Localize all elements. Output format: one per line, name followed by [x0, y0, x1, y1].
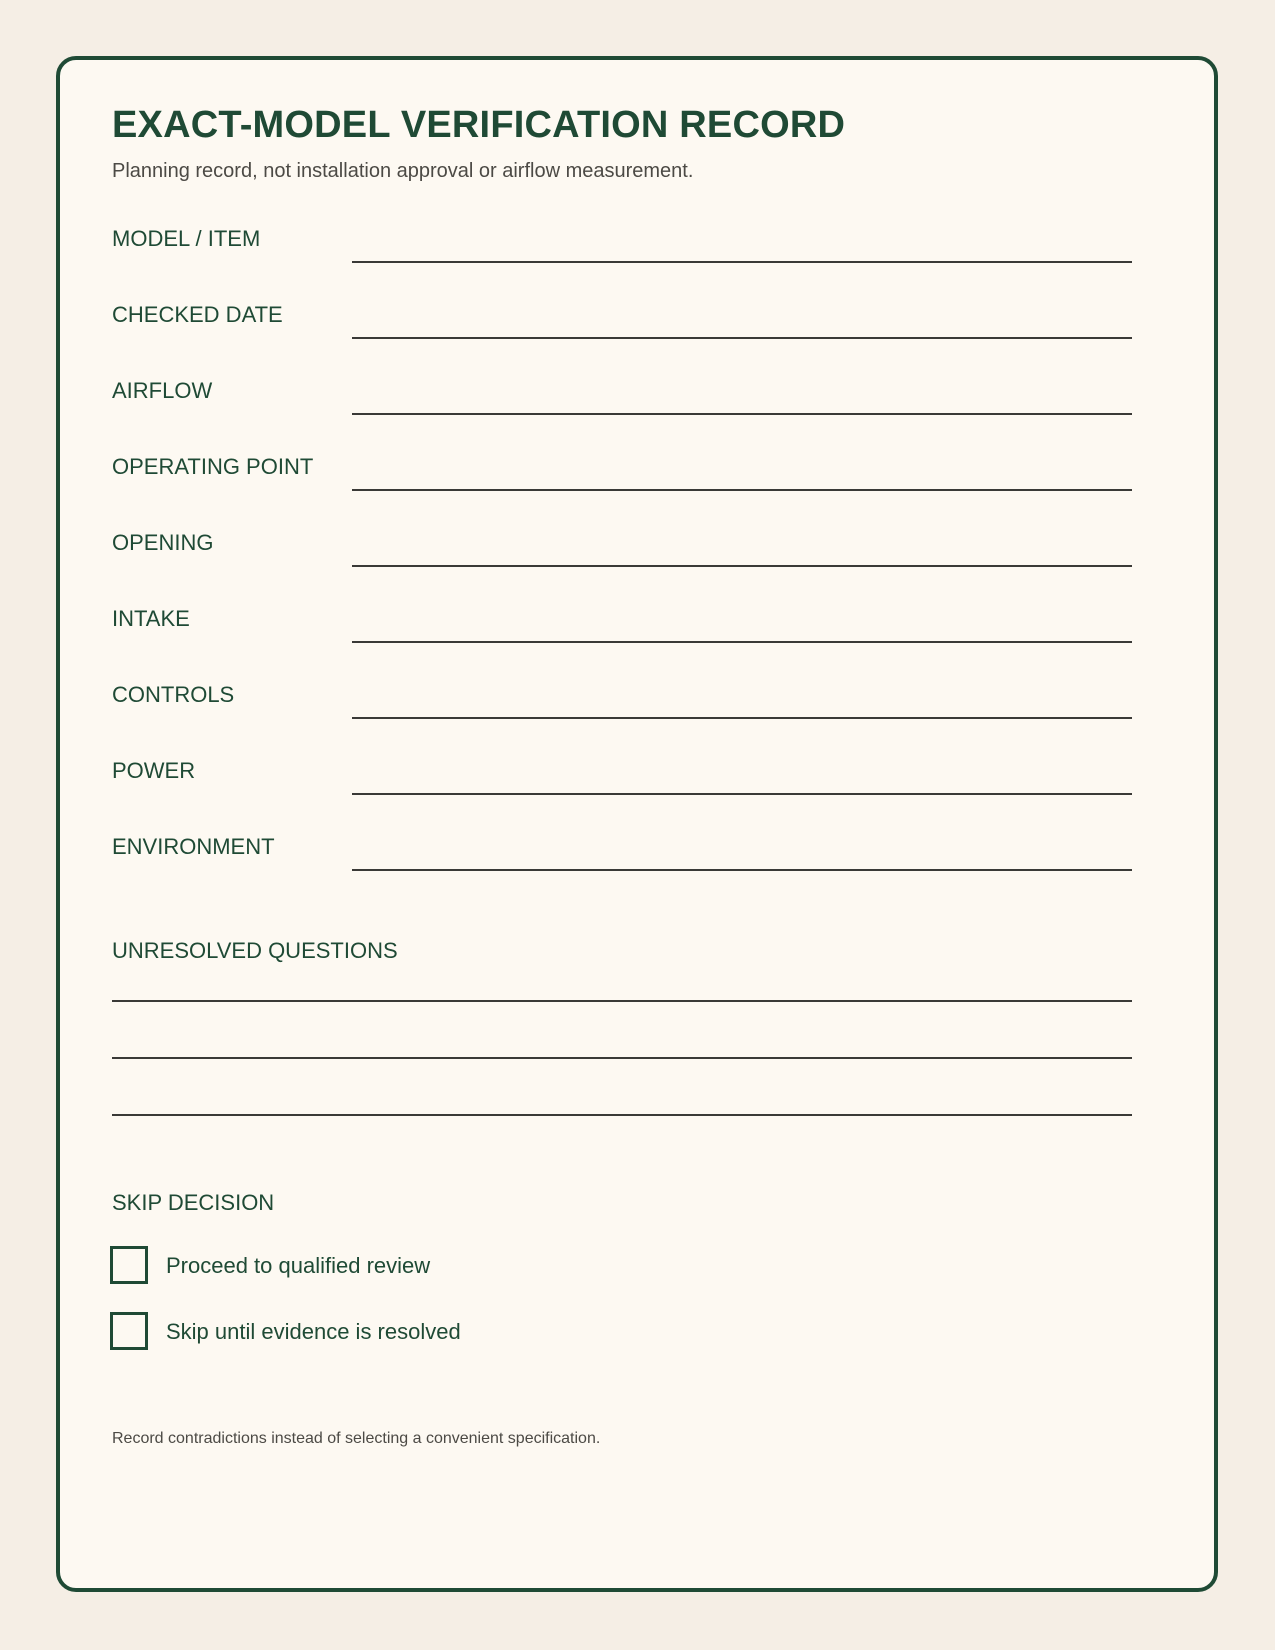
field-airflow: [112, 378, 1142, 418]
skip-option-label: Skip until evidence is resolved: [166, 1319, 461, 1344]
field-label: OPENING: [112, 530, 214, 555]
field-label: OPERATING POINT: [112, 454, 314, 479]
model-item-input-line[interactable]: [352, 261, 1132, 263]
verification-record-card: [56, 56, 1218, 1592]
field-label: CONTROLS: [112, 682, 235, 707]
option-skip-until-resolved[interactable]: [110, 1312, 710, 1352]
operating-point-input-line[interactable]: [352, 489, 1132, 491]
field-opening: [112, 530, 1142, 570]
proceed-checkbox[interactable]: [110, 1246, 148, 1284]
page-title: EXACT-MODEL VERIFICATION RECORD: [112, 104, 846, 146]
intake-input-line[interactable]: [352, 641, 1132, 643]
unresolved-questions-heading: UNRESOLVED QUESTIONS: [112, 938, 398, 963]
unresolved-question-line-1[interactable]: [112, 1000, 1132, 1002]
opening-input-line[interactable]: [352, 565, 1132, 567]
airflow-input-line[interactable]: [352, 413, 1132, 415]
field-label: ENVIRONMENT: [112, 834, 275, 859]
unresolved-question-line-3[interactable]: [112, 1114, 1132, 1116]
page-subtitle: Planning record, not installation approval or airflow measurement.: [112, 160, 694, 182]
unresolved-question-line-2[interactable]: [112, 1057, 1132, 1059]
footnote: Record contradictions instead of selecting a convenient specification.: [112, 1430, 601, 1447]
field-model-item: [112, 226, 1142, 266]
checked-date-input-line[interactable]: [352, 337, 1132, 339]
option-proceed-to-review[interactable]: [110, 1246, 710, 1286]
field-controls: [112, 682, 1142, 722]
field-label: MODEL / ITEM: [112, 226, 261, 251]
field-environment: [112, 834, 1142, 874]
field-label: INTAKE: [112, 606, 190, 631]
skip-decision-heading: SKIP DECISION: [112, 1190, 275, 1215]
field-label: POWER: [112, 758, 196, 783]
power-input-line[interactable]: [352, 793, 1132, 795]
controls-input-line[interactable]: [352, 717, 1132, 719]
field-checked-date: [112, 302, 1142, 342]
proceed-option-label: Proceed to qualified review: [166, 1253, 431, 1278]
field-label: AIRFLOW: [112, 378, 213, 403]
field-power: [112, 758, 1142, 798]
skip-checkbox[interactable]: [110, 1312, 148, 1350]
environment-input-line[interactable]: [352, 869, 1132, 871]
field-intake: [112, 606, 1142, 646]
field-operating-point: [112, 454, 1142, 494]
field-label: CHECKED DATE: [112, 302, 283, 327]
